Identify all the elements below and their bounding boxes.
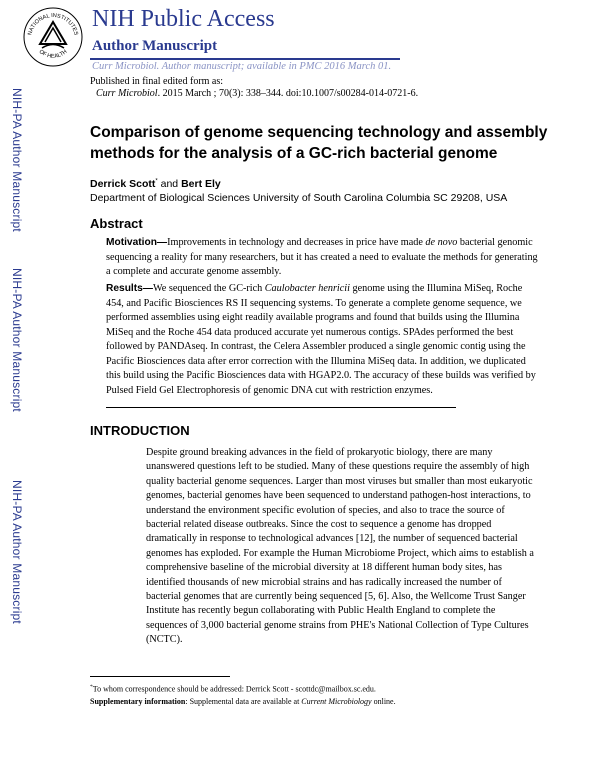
journal-citation — [96, 88, 418, 99]
author-1-mark: * — [155, 178, 158, 185]
side-label-bottom: NIH-PA Author Manuscript — [10, 480, 24, 624]
results-text-a: We sequenced the GC-rich — [153, 283, 265, 294]
supplementary-journal: Current Microbiology — [301, 697, 372, 706]
published-note: Published in final edited form as: — [90, 76, 224, 87]
correspondence-text: To whom correspondence should be addressed: Derrick Scott - scottdc@mailbox.sc.edu. — [92, 684, 376, 694]
nih-logo — [22, 6, 84, 68]
abstract-heading: Abstract — [90, 216, 143, 231]
pmc-citation: Curr Microbiol. Author manuscript; available in PMC 2016 March 01. — [92, 61, 392, 72]
supplementary-text-b: online. — [371, 697, 396, 706]
journal-details: . 2015 March ; 70(3): 338–344. doi:10.1007/s00284-014-0721-6. — [157, 88, 419, 99]
affiliation: Department of Biological Sciences University of South Carolina Columbia SC 29208, USA — [90, 192, 508, 204]
correspondence-footnote — [90, 684, 376, 694]
logo-text-top: NATIONAL INSTITUTES — [27, 12, 79, 37]
author-1: Derrick Scott — [90, 178, 156, 190]
side-label-top: NIH-PA Author Manuscript — [10, 88, 24, 232]
motivation-text-a: Improvements in technology and decreases in price have made — [167, 237, 426, 248]
header-divider — [90, 58, 400, 60]
introduction-text: Despite ground breaking advances in the field of prokaryotic biology, there are many unanswered questions left to be studied. Many of these questions require the assembly of high quality bacterial genome sequences. Larger than most viruses but smaller than most eukaryotic genomes, bacterial genomes have been sequenced to understand pathogen-host interactions, to understand the environment specific evolution of species, and also to trace the source of bacterial related disease outbreaks. Since the cost to sequence a genome has dropped dramatically in response to technological advances [12], the number of sequenced bacterial genomes has exploded. For example the Human Microbiome Project, which aims to establish a comprehensive baseline of the microbial diversity at 18 different human body sites, has identified thousands of new microbial strains and has radically increased the number of bacterial genomes that are currently being sequenced [5, 6]. Also, the Wellcome Trust Sanger Institute has recently begun collaborating with Public Health England to complete the sequences of 3,000 bacterial genome strains from PHE's National Collection of Type Cultures (NCTC). — [146, 447, 534, 646]
svg-text:NATIONAL INSTITUTES — [27, 13, 78, 36]
introduction-heading: INTRODUCTION — [90, 423, 190, 438]
abstract-motivation — [106, 236, 538, 280]
motivation-label: Motivation— — [106, 237, 168, 248]
supplementary-text-a: : Supplemental data are available at — [185, 697, 302, 706]
abstract-divider — [106, 407, 456, 408]
abstract-results — [106, 282, 538, 398]
results-text-b: genome using the Illumina MiSeq, Roche 454, and Pacific Biosciences RS II sequencing systems. To generate a complete genome sequence, we performed assemblies using eight readily available programs and found that builds using the Illumina MiSeq and the Roche 454 data produced accurate yet numerous contigs. SPAdes performed the best followed by PANDAseq. In contrast, the Celera Assembler produced a single genomic contig using the Pacific Biosciences data after error correction with the Illumina MiSeq data. In addition, we duplicated this build using the Pacific Biosciences data with HGAP2.0. The accuracy of these builds was verified by Pulsed Field Gel Electrophoresis of genomic DNA cut with restriction enzymes. — [106, 283, 536, 396]
logo-text-bottom: OF HEALTH — [37, 48, 69, 60]
journal-name: Curr Microbiol — [96, 88, 158, 99]
supplementary-footnote — [90, 697, 396, 706]
footnote-mark: * — [90, 684, 93, 690]
author-join: and — [157, 178, 182, 190]
supplementary-label: Supplementary information — [90, 697, 186, 706]
svg-text:OF HEALTH — [38, 49, 69, 60]
manuscript-label: Author Manuscript — [92, 38, 218, 54]
author-line — [90, 178, 221, 190]
paper-title: Comparison of genome sequencing technology and assembly methods for the analysis of a GC-rich bacterial genome — [90, 124, 548, 162]
footnote-divider — [90, 676, 230, 677]
motivation-text-b: bacterial genomic sequencing a reality for many researchers, but it has created a need to evaluate the methods for generating a complete and accurate genome assembly. — [106, 237, 538, 277]
motivation-italic: de novo — [425, 237, 458, 248]
author-2: Bert Ely — [181, 178, 221, 190]
side-label-middle: NIH-PA Author Manuscript — [10, 268, 24, 412]
results-label: Results— — [106, 283, 153, 294]
results-italic: Caulobacter henricii — [264, 283, 350, 294]
repository-title: NIH Public Access — [92, 6, 275, 32]
